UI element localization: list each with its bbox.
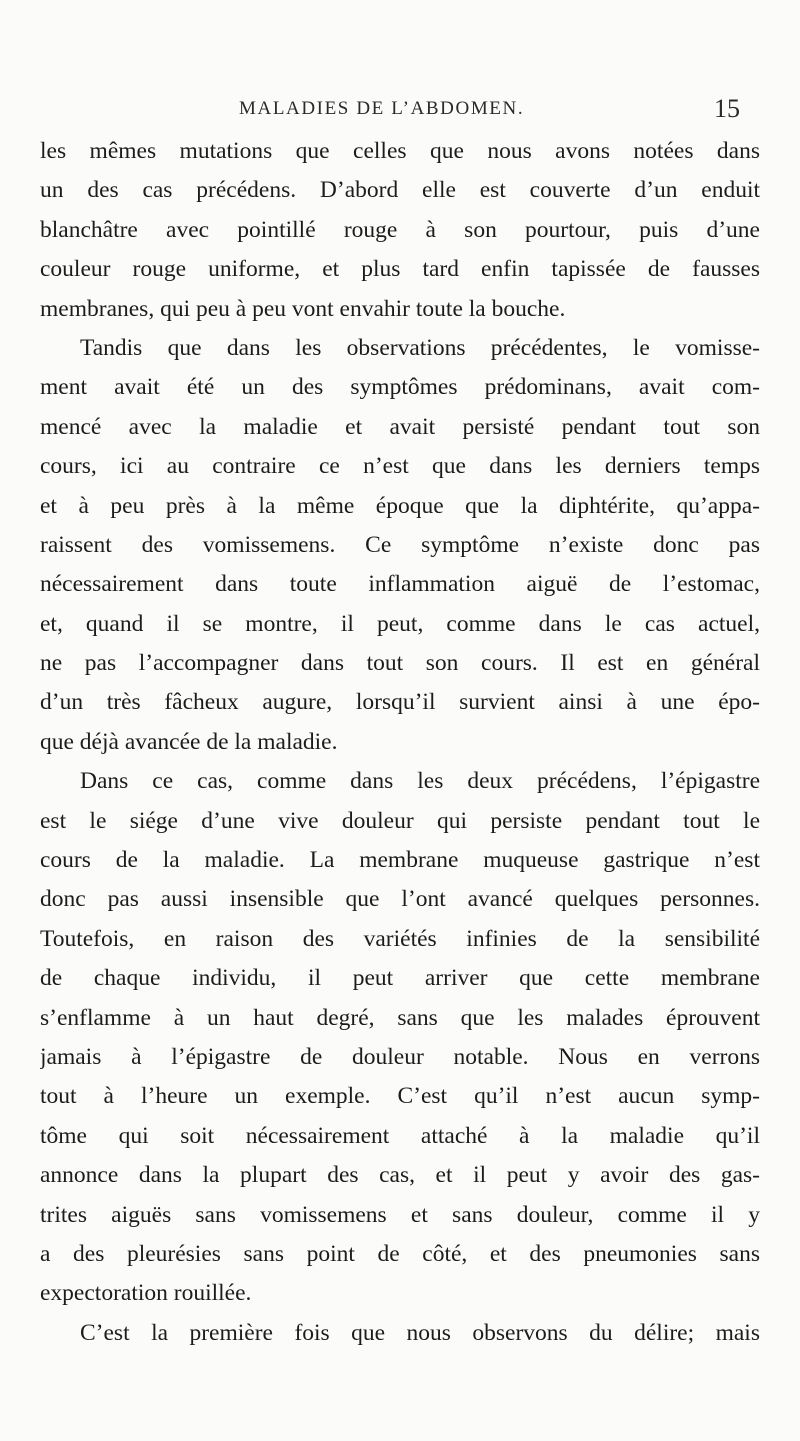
body-text — [40, 132, 760, 1353]
text-line: trites aiguës sans vomissemens et sans douleur, comme il y — [40, 1201, 760, 1228]
text-line: annonce dans la plupart des cas, et il peut y avoir des gas- — [40, 1162, 760, 1189]
text-line: ne pas l’accompagner dans tout son cours. Il est en général — [40, 650, 760, 677]
text-line: couleur rouge uniforme, et plus tard enfin tapissée de fausses — [40, 256, 760, 283]
text-line: Tandis que dans les observations précédentes, le vomisse- — [80, 334, 760, 361]
text-line: expectoration rouillée. — [40, 1280, 252, 1307]
text-line: blanchâtre avec pointillé rouge à son pourtour, puis d’une — [40, 216, 760, 243]
text-line: un des cas précédens. D’abord elle est couverte d’un enduit — [40, 177, 760, 204]
text-line: et à peu près à la même époque que la diphtérite, qu’appa- — [40, 492, 760, 519]
text-line: tôme qui soit nécessairement attaché à la maladie qu’il — [40, 1122, 760, 1149]
text-line: jamais à l’épigastre de douleur notable. Nous en verrons — [40, 1043, 760, 1070]
text-line: que déjà avancée de la maladie. — [40, 728, 338, 755]
text-line: et, quand il se montre, il peut, comme dans le cas actuel, — [40, 610, 760, 637]
running-head — [0, 94, 800, 134]
text-line: de chaque individu, il peut arriver que cette membrane — [40, 965, 760, 992]
text-line: nécessairement dans toute inflammation aiguë de l’estomac, — [40, 571, 760, 598]
page-number: 15 — [714, 94, 740, 123]
text-line: raissent des vomissemens. Ce symptôme n’existe donc pas — [40, 531, 760, 558]
text-line: les mêmes mutations que celles que nous avons notées dans — [40, 138, 760, 164]
text-line: C’est la première fois que nous observons du délire; mais — [80, 1319, 760, 1346]
text-line: est le siége d’une vive douleur qui persiste pendant tout le — [40, 807, 760, 834]
text-line: mencé avec la maladie et avait persisté pendant tout son — [40, 413, 760, 440]
text-line: cours de la maladie. La membrane muqueuse gastrique n’est — [40, 847, 760, 874]
text-line: d’un très fâcheux augure, lorsqu’il survient ainsi à une épo- — [40, 689, 760, 716]
text-line: tout à l’heure un exemple. C’est qu’il n’est aucun symp- — [40, 1083, 760, 1110]
text-line: donc pas aussi insensible que l’ont avancé quelques personnes. — [40, 886, 760, 913]
text-line: cours, ici au contraire ce n’est que dans les derniers temps — [40, 453, 760, 480]
text-line: s’enflamme à un haut degré, sans que les malades éprouvent — [40, 1004, 760, 1031]
text-line: Toutefois, en raison des variétés infinies de la sensibilité — [40, 925, 760, 952]
text-line: Dans ce cas, comme dans les deux précédens, l’épigastre — [80, 768, 760, 795]
text-line: membranes, qui peu à peu vont envahir toute la bouche. — [40, 295, 566, 322]
text-line: a des pleurésies sans point de côté, et des pneumonies sans — [40, 1240, 760, 1267]
running-title: MALADIES DE L’ABDOMEN. — [239, 98, 525, 119]
text-line: ment avait été un des symptômes prédominans, avait com- — [40, 374, 760, 401]
